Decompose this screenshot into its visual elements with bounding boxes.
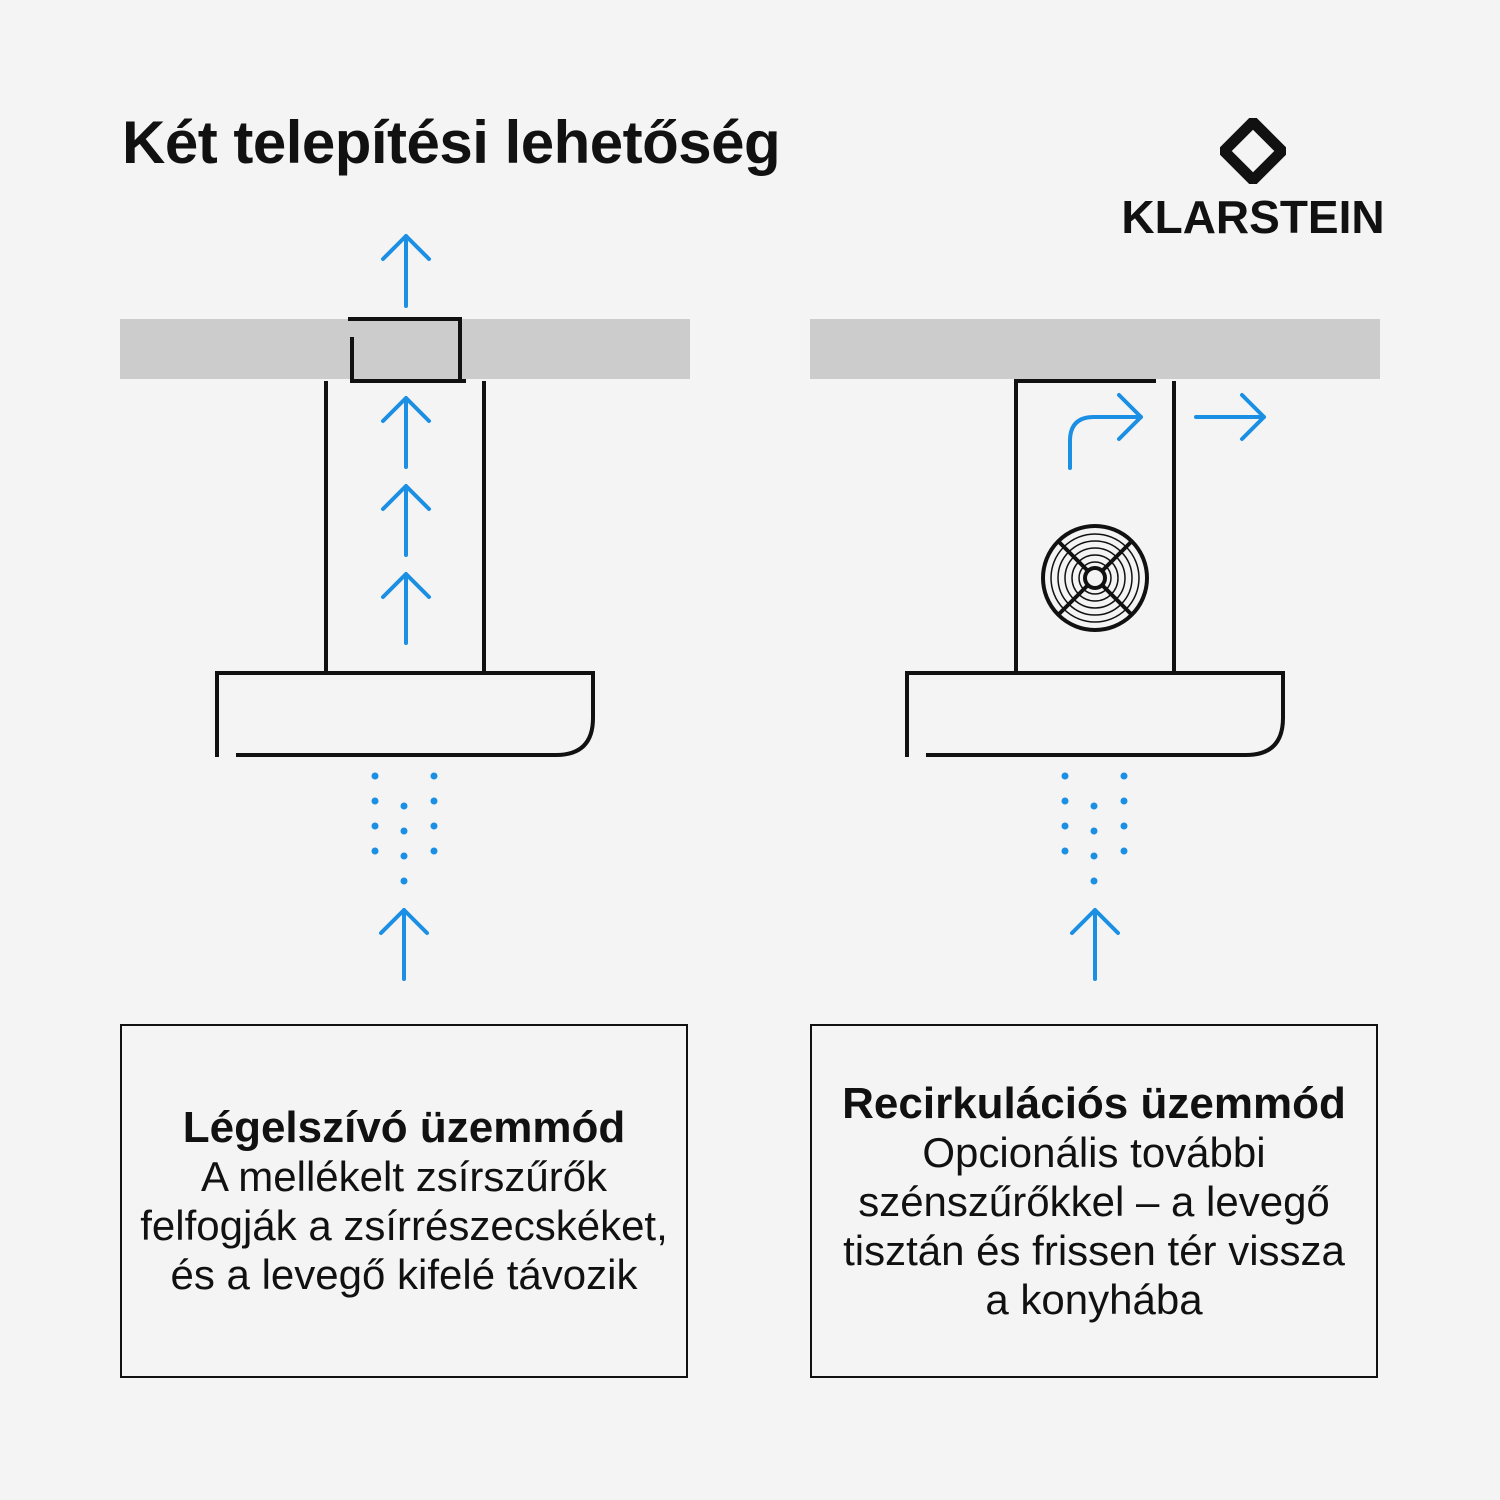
recirculation-mode-box xyxy=(810,1024,1378,1378)
fan-icon xyxy=(1043,526,1147,630)
recirculation-mode-description: Opcionális további szénszűrőkkel – a levegő tisztán és frissen tér vissza a konyhába xyxy=(843,1128,1345,1323)
turn-arrow-icon xyxy=(1070,395,1141,468)
brand-name: KLARSTEIN xyxy=(1121,191,1385,243)
exhaust-mode-description: A mellékelt zsírszűrők felfogják a zsírrészecskéket, és a levegő kifelé távozik xyxy=(140,1153,668,1298)
up-arrow-icon xyxy=(383,574,429,643)
recirculation-arrows xyxy=(1070,395,1264,979)
hood-outline-right xyxy=(907,673,1283,757)
recirculation-mode-title: Recirkulációs üzemmód xyxy=(842,1078,1346,1128)
exhaust-mode-box xyxy=(120,1024,688,1378)
ceiling-left xyxy=(120,319,690,379)
air-dots-right xyxy=(1062,773,1128,885)
up-arrow-icon xyxy=(383,398,429,467)
up-arrow-icon xyxy=(381,910,427,979)
ceiling-right xyxy=(810,319,1380,379)
page-title: Két telepítési lehetőség xyxy=(122,109,781,176)
hood-outline-left xyxy=(217,673,593,757)
recirculation-diagram xyxy=(810,319,1380,979)
right-arrow-icon xyxy=(1196,395,1264,439)
exhaust-mode-title: Légelszívó üzemmód xyxy=(182,1103,626,1152)
up-arrow-icon xyxy=(1072,910,1118,979)
air-dots-left xyxy=(372,773,438,885)
up-arrow-icon xyxy=(383,236,429,306)
exhaust-diagram xyxy=(120,236,690,979)
up-arrow-icon xyxy=(383,486,429,555)
